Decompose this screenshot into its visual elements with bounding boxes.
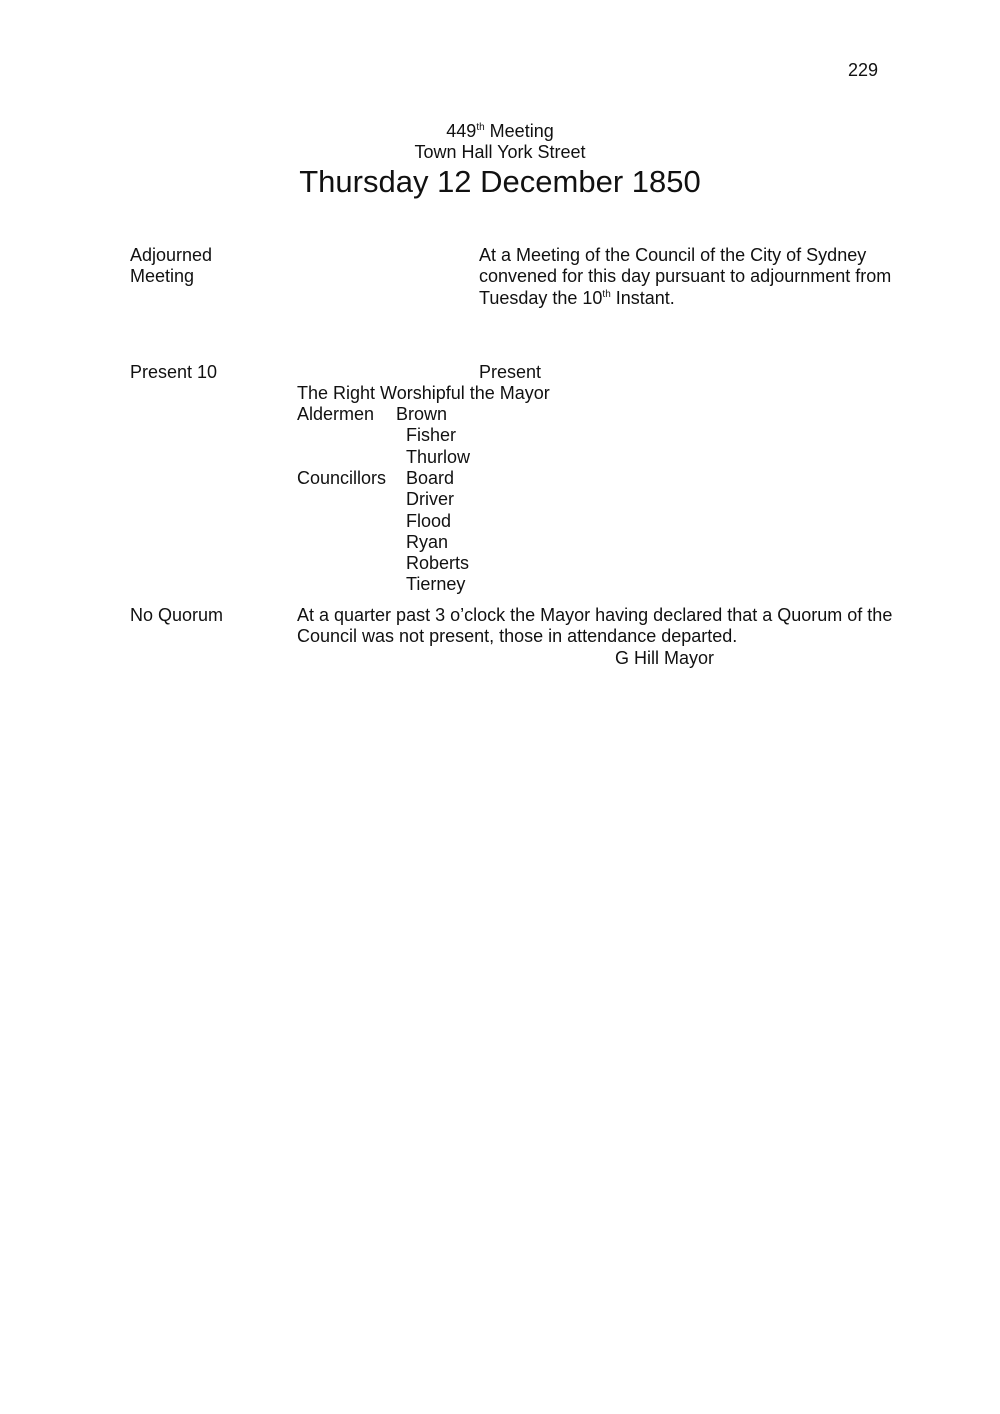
aldermen-label: Aldermen — [297, 404, 375, 424]
meeting-number-value: 449 — [446, 121, 477, 141]
councillor-name: Driver — [406, 489, 454, 510]
spacer — [297, 425, 406, 446]
spacer — [297, 511, 406, 532]
ordinal-suffix: th — [602, 288, 611, 300]
councillors-list — [297, 468, 469, 596]
margin-note-adjourned-meeting — [130, 245, 212, 288]
paragraph-line — [479, 288, 891, 309]
councillors-row — [297, 574, 469, 595]
spacer — [297, 553, 406, 574]
meeting-number-suffix: th — [476, 122, 485, 133]
paragraph-line: Council was not present, those in attendance departed. — [297, 626, 738, 647]
aldermen-row — [297, 425, 470, 446]
mayor-line: The Right Worshipful the Mayor — [297, 383, 550, 403]
paragraph-line: convened for this day pursuant to adjournment from — [479, 266, 892, 287]
councillors-row — [297, 511, 469, 532]
margin-note-line: Adjourned — [130, 245, 213, 265]
spacer — [297, 574, 406, 595]
councillors-label: Councillors — [297, 468, 387, 488]
paragraph-line: At a Meeting of the Council of the City of Sydney — [479, 245, 867, 265]
spacer — [297, 532, 406, 553]
no-quorum-paragraph — [297, 605, 892, 648]
alderman-name: Brown — [396, 404, 448, 424]
meeting-number — [0, 121, 1000, 142]
councillor-name: Roberts — [406, 553, 470, 574]
meeting-word: Meeting — [484, 121, 554, 141]
margin-note-no-quorum: No Quorum — [130, 605, 224, 625]
councillor-name: Ryan — [406, 531, 449, 552]
councillor-name: Flood — [406, 510, 452, 531]
spacer — [297, 447, 406, 468]
spacer — [297, 489, 406, 510]
paragraph-line: At a quarter past 3 o’clock the Mayor having declared that a Quorum of the — [297, 605, 893, 625]
councillor-name: Tierney — [406, 574, 466, 595]
alderman-name: Thurlow — [406, 446, 471, 467]
meeting-date: Thursday 12 December 1850 — [299, 164, 701, 199]
councillor-name: Board — [406, 468, 455, 488]
councillors-row — [297, 532, 469, 553]
alderman-name: Fisher — [406, 425, 457, 446]
aldermen-row — [297, 447, 470, 468]
paragraph-text: Instant. — [610, 287, 675, 308]
aldermen-row — [297, 404, 470, 425]
meeting-location: Town Hall York Street — [414, 142, 586, 162]
margin-note-present: Present 10 — [130, 362, 218, 382]
page-number: 229 — [847, 60, 878, 80]
adjourned-meeting-paragraph — [479, 245, 891, 309]
aldermen-list — [297, 404, 470, 468]
councillors-row — [297, 553, 469, 574]
paragraph-text: Tuesday the 10 — [479, 287, 603, 308]
margin-note-line: Meeting — [130, 266, 195, 287]
councillors-row — [297, 489, 469, 510]
present-heading: Present — [479, 362, 542, 382]
mayor-signature: G Hill Mayor — [615, 648, 715, 668]
councillors-row — [297, 468, 469, 489]
